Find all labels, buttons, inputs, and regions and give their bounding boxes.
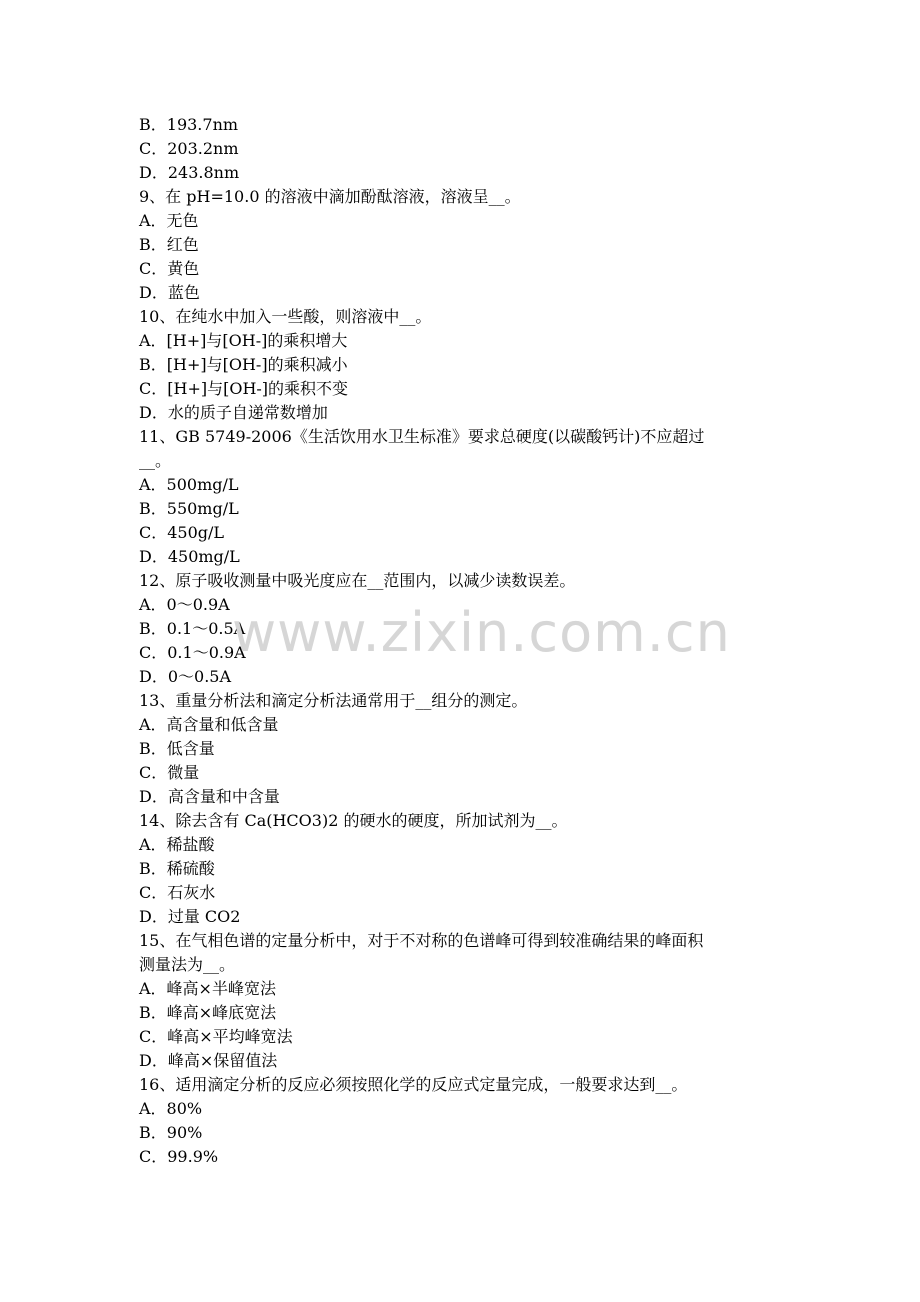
option-line: B．低含量 [139,739,215,758]
question-line: 10、在纯水中加入一些酸，则溶液中__。 [139,307,432,326]
question-line: 14、除去含有 Ca(HCO3)2 的硬水的硬度，所加试剂为__。 [139,811,568,830]
question-line: 16、适用滴定分析的反应必须按照化学的反应式定量完成，一般要求达到__。 [139,1075,688,1094]
option-line: B．红色 [139,235,199,254]
option-line: A．500mg/L [139,475,239,494]
question-line: 13、重量分析法和滴定分析法通常用于__组分的测定。 [139,691,528,710]
question-line: 15、在气相色谱的定量分析中，对于不对称的色谱峰可得到较准确结果的峰面积 [139,931,704,950]
option-line: B．90% [139,1123,203,1142]
option-line: C．石灰水 [139,883,216,902]
option-line: D．过量 CO2 [139,907,241,926]
option-line: A．80% [139,1099,203,1118]
option-line: A．无色 [139,211,199,230]
option-line: B．峰高×峰底宽法 [139,1003,277,1022]
option-line: A．稀盐酸 [139,835,215,854]
option-line: C．99.9% [139,1147,219,1166]
option-line: B．0.1～0.5A [139,619,246,638]
question-line: 11、GB 5749-2006《生活饮用水卫生标准》要求总硬度(以碳酸钙计)不应超过 [139,427,705,446]
option-line: C．黄色 [139,259,200,278]
option-line: C．峰高×平均峰宽法 [139,1027,293,1046]
option-line: A．高含量和低含量 [139,715,279,734]
option-line: B．[H+]与[OH-]的乘积减小 [139,355,348,374]
option-line: A．峰高×半峰宽法 [139,979,276,998]
option-line: C．203.2nm [139,139,239,158]
option-line: C．[H+]与[OH-]的乘积不变 [139,379,349,398]
option-line: D．蓝色 [139,283,200,302]
option-line: B．193.7nm [139,115,239,134]
question-continuation-line: 测量法为__。 [139,955,236,974]
option-line: C．0.1～0.9A [139,643,246,662]
option-line: D．水的质子自递常数增加 [139,403,328,422]
option-line: D．高含量和中含量 [139,787,280,806]
option-line: B．稀硫酸 [139,859,215,878]
question-continuation-line: __。 [139,451,172,470]
option-line: D．243.8nm [139,163,240,182]
watermark: www.zixin.com.cn [232,601,731,664]
option-line: C．450g/L [139,523,225,542]
option-line: D．峰高×保留值法 [139,1051,278,1070]
option-line: B．550mg/L [139,499,239,518]
option-line: A．0～0.9A [139,595,230,614]
option-line: D．0～0.5A [139,667,232,686]
question-line: 12、原子吸收测量中吸光度应在__范围内，以减少读数误差。 [139,571,576,590]
option-line: A．[H+]与[OH-]的乘积增大 [139,331,348,350]
document-body [139,113,789,1169]
option-line: C．微量 [139,763,200,782]
question-line: 9、在 pH=10.0 的溶液中滴加酚酞溶液，溶液呈__。 [139,187,521,206]
option-line: D．450mg/L [139,547,240,566]
